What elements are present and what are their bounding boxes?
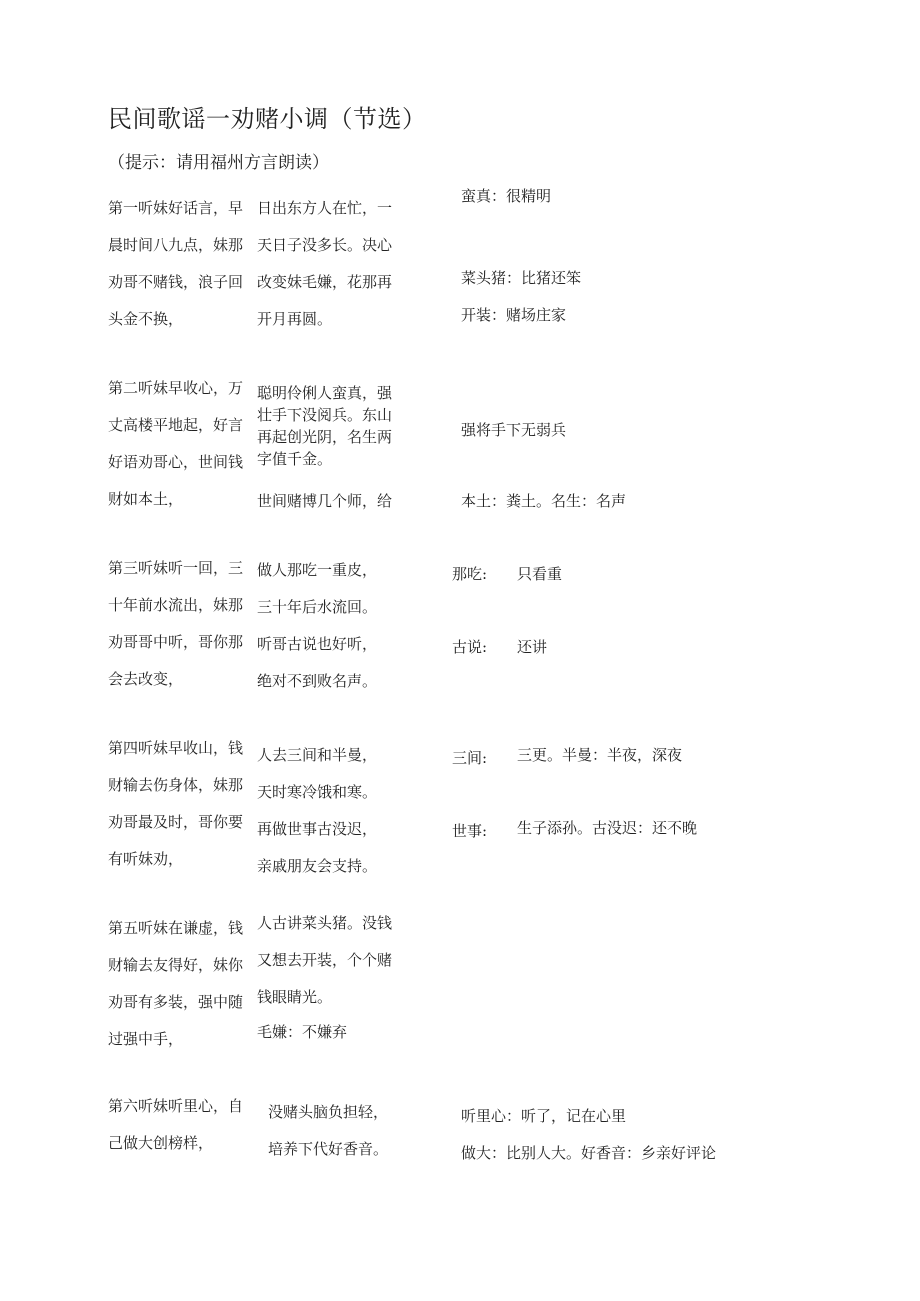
verse-line: 会去改变， — [108, 670, 184, 688]
verse-line: 听哥古说也好听， — [257, 635, 378, 653]
verse-line: 改变妹毛嫌，花那再 — [257, 273, 393, 291]
annotation: 做大：比别人大。好香音：乡亲好评论 — [461, 1144, 717, 1162]
verse-line: 晨时间八九点，妹那 — [108, 236, 244, 254]
verse-line: 好语劝哥心，世间钱 — [108, 453, 244, 471]
annotation: 毛嫌：不嫌弃 — [257, 1023, 348, 1041]
verse-line: 没赌头脑负担轻， — [268, 1103, 389, 1121]
verse-line: 第三听妹听一回，三 — [108, 559, 244, 577]
verse-line: 日出东方人在忙，一 — [257, 199, 393, 217]
verse-4-continuation — [257, 737, 377, 885]
page-title: 民间歌谣一劝赌小调（节选） — [108, 105, 427, 133]
verse-line: 有听妹劝， — [108, 850, 184, 868]
annotation: 本土：粪土。名生：名声 — [461, 492, 627, 510]
verse-line: 世间赌博几个师，给 — [257, 492, 393, 510]
verse-4-lyrics — [108, 730, 243, 878]
verse-line: 三十年后水流回。 — [257, 598, 378, 616]
verse-line: 天时寒冷饿和寒。 — [257, 783, 378, 801]
verse-line: 又想去开装，个个赌 — [257, 951, 393, 969]
verse-3-lyrics — [108, 550, 243, 698]
verse-line: 做人那吃一重皮， — [257, 561, 378, 579]
verse-line: 开月再圆。 — [257, 310, 333, 328]
annotation: 强将手下无弱兵 — [461, 421, 567, 439]
verse-line: 劝哥不赌钱，浪子回 — [108, 273, 244, 291]
verse-1-lyrics — [108, 190, 243, 338]
annotation-meaning: 三更。半曼：半夜，深夜 — [517, 746, 683, 764]
annotation: 听里心：听了，记在心里 — [461, 1107, 627, 1125]
verse-6-lyrics — [108, 1088, 243, 1162]
verse-5-lyrics — [108, 910, 243, 1058]
verse-6-continuation — [268, 1094, 388, 1168]
annotation-term: 那吃: — [452, 565, 488, 583]
verse-line: 第五听妹在谦虚，钱 — [108, 919, 244, 937]
verse-line: 丈高楼平地起，好言 — [108, 416, 244, 434]
verse-line: 财如本土， — [108, 490, 184, 508]
verse-line: 劝哥最及时，哥你要 — [108, 813, 244, 831]
reading-hint: （提示：请用福州方言朗读） — [108, 153, 329, 173]
annotation-term: 三间: — [452, 749, 488, 767]
annotation-meaning: 生子添孙。古没迟：还不晚 — [517, 819, 698, 837]
verse-line: 聪明伶俐人蛮真，强 — [257, 384, 393, 402]
verse-2-continuation — [257, 382, 392, 470]
verse-line: 第二听妹早收心，万 — [108, 379, 244, 397]
verse-line: 字值千金。 — [257, 450, 333, 468]
verse-line: 人去三间和半曼， — [257, 746, 378, 764]
verse-2-lyrics — [108, 370, 243, 518]
verse-line: 过强中手， — [108, 1030, 184, 1048]
annotation-term: 古说: — [452, 638, 488, 656]
verse-line: 人古讲菜头猪。没钱 — [257, 914, 393, 932]
verse-line: 十年前水流出，妹那 — [108, 596, 244, 614]
verse-5-continuation — [257, 905, 392, 1016]
annotation: 开装：赌场庄家 — [461, 306, 567, 324]
verse-line: 第四听妹早收山，钱 — [108, 739, 244, 757]
verse-line: 第六听妹听里心，自 — [108, 1097, 244, 1115]
verse-line: 劝哥有多装，强中随 — [108, 993, 244, 1011]
annotation-meaning: 只看重 — [517, 565, 563, 583]
verse-line: 第一听妹好话言，早 — [108, 199, 244, 217]
annotation: 菜头猪：比猪还笨 — [461, 269, 582, 287]
verse-line: 再起创光阴，名生两 — [257, 428, 393, 446]
annotation-term: 世事: — [452, 822, 488, 840]
verse-1-continuation — [257, 190, 392, 338]
verse-line: 壮手下没阅兵。东山 — [257, 406, 393, 424]
verse-line: 亲戚朋友会支持。 — [257, 857, 378, 875]
verse-line: 己做大创榜样， — [108, 1134, 214, 1152]
verse-line: 头金不换， — [108, 310, 184, 328]
annotation: 蛮真：很精明 — [461, 187, 552, 205]
verse-line: 天日子没多长。决心 — [257, 236, 393, 254]
verse-3-continuation — [257, 552, 377, 700]
verse-line: 再做世事古没迟， — [257, 820, 378, 838]
verse-line: 财输去伤身体，妹那 — [108, 776, 244, 794]
verse-line: 劝哥哥中听，哥你那 — [108, 633, 244, 651]
verse-line: 培养下代好香音。 — [268, 1140, 389, 1158]
verse-line: 绝对不到败名声。 — [257, 672, 378, 690]
verse-line: 财输去友得好，妹你 — [108, 956, 244, 974]
annotation-meaning: 还讲 — [517, 638, 548, 656]
verse-line: 钱眼睛光。 — [257, 988, 333, 1006]
